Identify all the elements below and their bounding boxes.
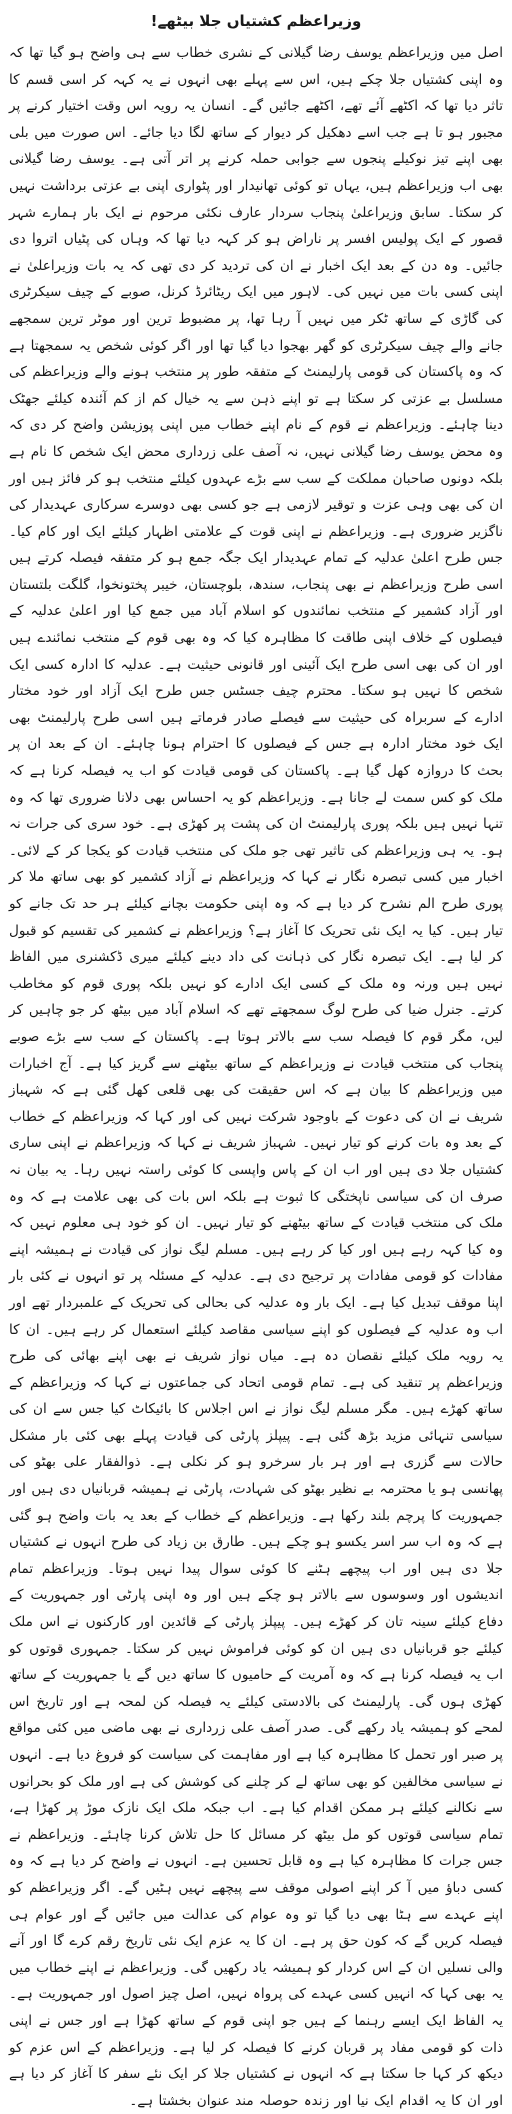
article-body: اصل میں وزیراعظم یوسف رضا گیلانی کے نشری خطاب سے ہی واضح ہو گیا تھا کہ وہ اپنی کشتیاں جلا چکے ہیں، اس سے پہلے بھی انہوں نے یہ کہہ کر اسی قسم کا تاثر دیا تھا کہ اکٹھے آئے تھے، اکٹھے جائیں گے۔ انسان یہ رویہ اس وقت اختیار کرنے پر مجبور ہو تا ہے جب اسے دھکیل کر دیوار کے ساتھ لگا دیا جائے۔ اس صورت میں بلی بھی اپنے تیز نوکیلے پنجوں سے جوابی حملہ کرنے پر اتر آتی ہے۔ یوسف رضا گیلانی بھی اب وزیراعظم ہیں، یہاں تو کوئی تھانیدار اور پٹواری اپنی بے عزتی برداشت نہیں کر سکتا۔ سابق وزیراعلیٰ پنجاب سردار عارف نکئی مرحوم نے ایک بار ہمارے شہر قصور کے ایک پولیس افسر پر ناراض ہو کر کہہ دیا تھا کہ وہاں کی پٹیاں اتروا دی جائیں۔ وہ دن کے بعد ایک اخبار نے ان کی تردید کر دی تھی کہ یہ بات وزیراعلیٰ نے اپنی کسی بات میں نہیں کی۔ لاہور میں ایک ریٹائرڈ کرنل، صوبے کے چیف سیکرٹری کی گاڑی کے ساتھ ٹکر میں نہیں آ رہا تھا، پر مضبوط ترین اور موٹر ترین سمجھے جانے والے چیف سیکرٹری کو گھر بھجوا دیا گیا تھا اور اگر کوئی شخص یہ سمجھتا ہے کہ وہ پاکستان کی قومی پارلیمنٹ کے متفقہ طور پر منتخب ہونے والے وزیراعظم کی مسلسل بے عزتی کر سکتا ہے تو اپنے ذہن سے یہ خیال کم از کم آئندہ کیلئے جھٹک دینا چاہئے۔ وزیراعظم نے قوم کے نام اپنے خطاب میں اپنی پوزیشن واضح کر دی کہ وہ محض یوسف رضا گیلانی نہیں، نہ آصف علی زرداری محض ایک شخص کا نام ہے بلکہ دونوں صاحبان مملکت کے سب سے بڑے عہدوں کیلئے منتخب ہو کر فائز ہیں اور ان کی بھی وہی عزت و توقیر لازمی ہے جو کسی بھی دوسرے سرکاری عہدیدار کی ناگزیر ضروری ہے۔ وزیراعظم نے اپنی قوت کے علامتی اظہار کیلئے ایک اور کام کیا۔ جس طرح اعلیٰ عدلیہ کے تمام عہدیدار ایک جگہ جمع ہو کر متفقہ فیصلہ کرتے ہیں اسی طرح وزیراعظم نے بھی پنجاب، سندھ، بلوچستان، خیبر پختونخوا، گلگت بلتستان اور آزاد کشمیر کے منتخب نمائندوں کو اسلام آباد میں جمع کیا اور اعلیٰ عدلیہ کے فیصلوں کے خلاف اپنی طاقت کا مظاہرہ کیا کہ وہ بھی قوم کے منتخب نمائندے ہیں اور ان کی بھی اسی طرح ایک آئینی اور قانونی حیثیت ہے۔ عدلیہ کا ادارہ کسی ایک شخص کا نہیں ہو سکتا۔ محترم چیف جسٹس جس طرح ایک آزاد اور خود مختار ادارے کے سربراہ کی حیثیت سے فیصلے صادر فرماتے ہیں اسی طرح پارلیمنٹ بھی ایک خود مختار ادارہ ہے جس کے فیصلوں کا احترام ہونا چاہئے۔ ان کے بعد ان پر بحث کا دروازہ کھل گیا ہے۔ پاکستان کی قومی قیادت کو اب یہ فیصلہ کرنا ہے کہ ملک کو کس سمت لے جانا ہے۔ وزیراعظم کو یہ احساس بھی دلانا ضروری تھا کہ وہ تنہا نہیں ہیں بلکہ پوری پارلیمنٹ ان کی پشت پر کھڑی ہے۔ خود سری کی جرات نہ ہو۔ یہ ہی وزیراعظم کی تاثیر تھی جو ملک کی منتخب قیادت کو یکجا کر کے لائی۔ اخبار میں کسی تبصرہ نگار نے کہا کہ وزیراعظم نے آزاد کشمیر کو بھی ساتھ ملا کر پوری طرح الم نشرح کر دیا ہے کہ وہ اپنی حکومت بچانے کیلئے ہر حد تک جانے کو تیار ہیں۔ کیا یہ ایک نئی تحریک کا آغاز ہے؟ وزیراعظم نے کشمیر کی تقسیم کو قبول کر لیا ہے۔ ایک تبصرہ نگار کی ذہانت کی داد دینے کیلئے میری ڈکشنری میں الفاظ نہیں ہیں ورنہ وہ ملک کے کسی ایک ادارے کو نہیں بلکہ پوری قوم کو مخاطب کرتے۔ جنرل ضیا کی طرح لوگ سمجھتے تھے کہ اسلام آباد میں بیٹھ کر جو چاہیں کر لیں، مگر قوم کا فیصلہ سب سے بالاتر ہوتا ہے۔ پاکستان کے سب سے بڑے صوبے پنجاب کی منتخب قیادت نے وزیراعظم کے ساتھ بیٹھنے سے گریز کیا ہے۔ آج اخبارات میں وزیراعظم کا بیان ہے کہ اس حقیقت کی بھی قلعی کھل گئی ہے کہ شہباز شریف نے ان کی دعوت کے باوجود شرکت نہیں کی اور کہا کہ وزیراعظم کے خطاب کے بعد وہ بات کرنے کو تیار نہیں۔ شہباز شریف نے کہا کہ وزیراعظم نے اپنی ساری کشتیاں جلا دی ہیں اور اب ان کے پاس واپسی کا کوئی راستہ نہیں رہا۔ یہ بیان نہ صرف ان کی سیاسی ناپختگی کا ثبوت ہے بلکہ اس بات کی بھی علامت ہے کہ وہ ملک کی منتخب قیادت کے ساتھ بیٹھنے کو تیار نہیں۔ ان کو خود ہی معلوم نہیں کہ وہ کیا کہہ رہے ہیں اور کیا کر رہے ہیں۔ مسلم لیگ نواز کی قیادت نے ہمیشہ اپنے مفادات کو قومی مفادات پر ترجیح دی ہے۔ عدلیہ کے مسئلہ پر تو انہوں نے کئی بار اپنا موقف تبدیل کیا ہے۔ ایک بار وہ عدلیہ کی بحالی کی تحریک کے علمبردار تھے اور اب وہ عدلیہ کے فیصلوں کو اپنے سیاسی مقاصد کیلئے استعمال کر رہے ہیں۔ ان کا یہ رویہ ملک کیلئے نقصان دہ ہے۔ میاں نواز شریف نے بھی اپنے بھائی کی طرح وزیراعظم پر تنقید کی ہے۔ تمام قومی اتحاد کی جماعتوں نے کہا کہ وزیراعظم کے ساتھ کھڑے ہیں۔ مگر مسلم لیگ نواز نے اس اجلاس کا بائیکاٹ کیا جس سے ان کی سیاسی تنہائی مزید بڑھ گئی ہے۔ پیپلز پارٹی کی قیادت پہلے بھی کئی بار مشکل حالات سے گزری ہے اور ہر بار سرخرو ہو کر نکلی ہے۔ ذوالفقار علی بھٹو کی پھانسی ہو یا محترمہ بے نظیر بھٹو کی شہادت، پارٹی نے ہمیشہ قربانیاں دی ہیں اور جمہوریت کا پرچم بلند رکھا ہے۔ وزیراعظم کے خطاب کے بعد یہ بات واضح ہو گئی ہے کہ وہ اب سر اسر یکسو ہو چکے ہیں۔ طارق بن زیاد کی طرح انہوں نے کشتیاں جلا دی ہیں اور اب پیچھے ہٹنے کا کوئی سوال پیدا نہیں ہوتا۔ وزیراعظم تمام اندیشوں اور وسوسوں سے بالاتر ہو چکے ہیں اور وہ اپنی پارٹی اور جمہوریت کے دفاع کیلئے سینہ تان کر کھڑے ہیں۔ پیپلز پارٹی کے قائدین اور کارکنوں نے اس ملک کیلئے جو قربانیاں دی ہیں ان کو کوئی فراموش نہیں کر سکتا۔ جمہوری قوتوں کو اب یہ فیصلہ کرنا ہے کہ وہ آمریت کے حامیوں کا ساتھ دیں گے یا جمہوریت کے ساتھ کھڑی ہوں گی۔ پارلیمنٹ کی بالادستی کیلئے یہ فیصلہ کن لمحہ ہے اور تاریخ اس لمحے کو ہمیشہ یاد رکھے گی۔ صدر آصف علی زرداری نے بھی ماضی میں کئی مواقع پر صبر اور تحمل کا مظاہرہ کیا ہے اور مفاہمت کی سیاست کو فروغ دیا ہے۔ انہوں نے سیاسی مخالفین کو بھی ساتھ لے کر چلنے کی کوشش کی ہے اور ملک کو بحرانوں سے نکالنے کیلئے ہر ممکن اقدام کیا ہے۔ اب جبکہ ملک ایک نازک موڑ پر کھڑا ہے، تمام سیاسی قوتوں کو مل بیٹھ کر مسائل کا حل تلاش کرنا چاہئے۔ وزیراعظم نے جس جرات کا مظاہرہ کیا ہے وہ قابل تحسین ہے۔ انہوں نے واضح کر دیا ہے کہ وہ کسی دباؤ میں آ کر اپنے اصولی موقف سے پیچھے نہیں ہٹیں گے۔ اگر وزیراعظم کو اپنے عہدے سے ہٹا بھی دیا گیا تو وہ عوام کی عدالت میں جائیں گے اور عوام ہی فیصلہ کریں گے کہ کون حق پر ہے۔ ان کا یہ عزم ایک نئی تاریخ رقم کرے گا اور آنے والی نسلیں ان کے اس کردار کو ہمیشہ یاد رکھیں گی۔ وزیراعظم نے اپنے خطاب میں یہ بھی کہا کہ انہیں کسی عہدے کی پرواہ نہیں، اصل چیز اصول اور جمہوریت ہے۔ یہ الفاظ ایک ایسے رہنما کے ہیں جو اپنی قوم کے ساتھ کھڑا ہے اور جس نے اپنی ذات کو قومی مفاد پر قربان کرنے کا فیصلہ کر لیا ہے۔ وزیراعظم کے اس عزم کو دیکھ کر کہا جا سکتا ہے کہ انہوں نے کشتیاں جلا کر ایک نئے سفر کا آغاز کر دیا ہے اور ان کا یہ اقدام ایک نیا اور زندہ حوصلہ مند عنوان بخشتا ہے۔ xyxy=(9,45,503,2109)
article-headline: وزیراعظم کشتیاں جلا بیٹھے! xyxy=(150,12,362,30)
